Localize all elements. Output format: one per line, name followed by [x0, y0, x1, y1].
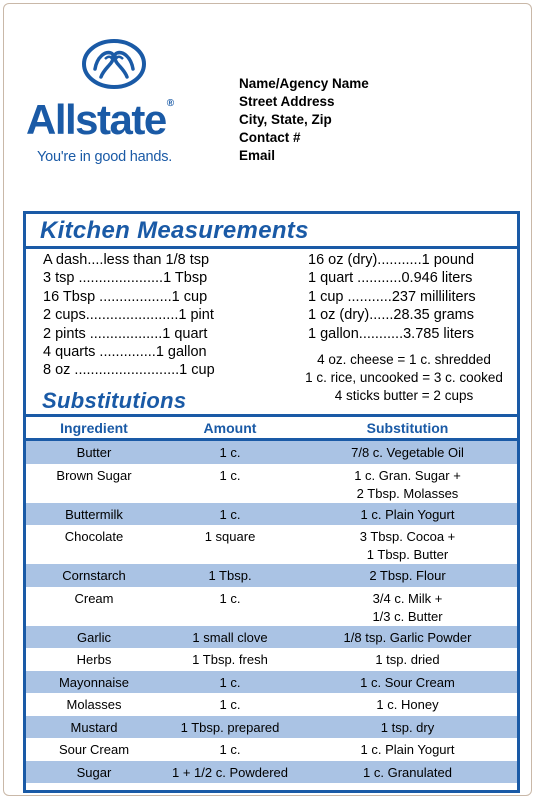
table-row	[26, 626, 517, 649]
amount-cell: 1 c.	[219, 674, 241, 690]
header-amount: Amount	[203, 419, 257, 436]
kitchen-measurements-title: Kitchen Measurements	[40, 217, 309, 244]
amount-cell: 1 c.	[219, 445, 241, 460]
substitution-cell: 1/8 tsp. Garlic Powder	[343, 629, 472, 645]
ingredient-cell: Buttermilk	[65, 506, 123, 522]
ingredient-cell: Cornstarch	[62, 568, 126, 583]
amount-cell: 1 + 1/2 c. Powdered	[172, 764, 288, 780]
table-row	[26, 564, 517, 587]
measurement-line: 1 quart ...........0.946 liters	[308, 270, 473, 287]
ingredient-cell: Brown Sugar	[56, 467, 132, 483]
measurements-right-column	[308, 251, 476, 343]
measurement-line: 2 cups.......................1 pint	[43, 307, 214, 324]
substitutions-title: Substitutions	[42, 388, 187, 413]
hands-icon	[81, 39, 147, 89]
amount-cell: 1 c.	[219, 590, 241, 606]
ingredient-cell: Mustard	[70, 719, 118, 735]
header-substitution: Substitution	[366, 419, 449, 436]
substitution-cell: 1 tsp. dry	[380, 719, 435, 735]
measurement-line: 8 oz ..........................1 cup	[43, 362, 215, 379]
table-row	[26, 693, 517, 716]
title-divider	[26, 246, 517, 249]
amount-cell: 1 Tbsp. fresh	[192, 652, 268, 667]
measurement-line: 4 quarts ..............1 gallon	[43, 344, 207, 361]
table-row	[26, 464, 517, 503]
substitution-cell: 7/8 c. Vegetable Oil	[351, 445, 464, 460]
conversion-note: 1 c. rice, uncooked = 3 c. cooked	[305, 370, 503, 385]
table-row	[26, 441, 517, 464]
conversion-note: 4 sticks butter = 2 cups	[334, 388, 474, 403]
ingredient-cell: Herbs	[76, 652, 112, 667]
ingredient-cell: Garlic	[77, 629, 111, 645]
substitution-cell: 1 c. Plain Yogurt	[360, 506, 455, 522]
agency-email: Email	[239, 148, 276, 163]
ingredient-cell: Chocolate	[64, 529, 124, 544]
table-row	[26, 738, 517, 761]
registered-mark: ®	[166, 98, 175, 109]
conversion-notes	[288, 351, 520, 405]
table-row	[26, 503, 517, 526]
measurement-line: 1 cup ...........237 milliliters	[308, 288, 476, 305]
amount-cell: 1 c.	[219, 742, 241, 757]
agency-street: Street Address	[239, 94, 335, 109]
amount-cell: 1 c.	[219, 506, 241, 522]
table-row	[26, 761, 517, 784]
table-row	[26, 648, 517, 671]
measurement-line: 1 gallon...........3.785 liters	[308, 325, 475, 342]
agency-contact: Contact #	[239, 130, 301, 145]
substitution-cell: 3 Tbsp. Cocoa + 1 Tbsp. Butter	[359, 529, 456, 562]
ingredient-cell: Butter	[76, 445, 112, 460]
measurement-card	[3, 3, 532, 796]
amount-cell: 1 Tbsp. prepared	[180, 719, 280, 735]
amount-cell: 1 c.	[219, 697, 241, 712]
substitution-cell: 1 c. Granulated	[363, 764, 452, 780]
ingredient-cell: Molasses	[66, 697, 122, 712]
brand-wordmark: Allstate®	[26, 96, 175, 143]
amount-cell: 1 Tbsp.	[208, 568, 252, 583]
measurement-line: 16 Tbsp ..................1 cup	[43, 288, 208, 305]
measurements-left-column	[43, 251, 215, 380]
substitution-cell: 1 tsp. dried	[375, 652, 440, 667]
measurement-line: A dash....less than 1/8 tsp	[43, 252, 210, 268]
substitution-cell: 3/4 c. Milk + 1/3 c. Butter	[372, 590, 443, 624]
ingredient-cell: Sour Cream	[58, 742, 130, 757]
substitution-cell: 1 c. Honey	[376, 697, 439, 712]
measurement-line: 16 oz (dry)...........1 pound	[308, 252, 475, 268]
amount-cell: 1 small clove	[192, 629, 268, 645]
amount-cell: 1 square	[204, 529, 256, 544]
measurement-line: 2 pints ..................1 quart	[43, 325, 208, 342]
table-row	[26, 671, 517, 694]
reference-panel	[23, 211, 520, 793]
ingredient-cell: Sugar	[76, 764, 112, 780]
table-row	[26, 587, 517, 626]
brand-tagline: You're in good hands.	[37, 149, 173, 165]
substitution-cell: 1 c. Gran. Sugar + 2 Tbsp. Molasses	[354, 467, 461, 501]
substitutions-table	[26, 414, 517, 790]
conversion-note: 4 oz. cheese = 1 c. shredded	[317, 352, 491, 367]
agency-name: Name/Agency Name	[239, 76, 369, 91]
table-header	[26, 414, 517, 441]
allstate-logo	[24, 39, 204, 169]
ingredient-cell: Mayonnaise	[58, 674, 130, 690]
substitution-cell: 1 c. Sour Cream	[360, 674, 455, 690]
header-ingredient: Ingredient	[60, 419, 128, 436]
agency-city: City, State, Zip	[239, 112, 332, 127]
table-row	[26, 525, 517, 564]
substitution-cell: 1 c. Plain Yogurt	[360, 742, 455, 757]
agency-info	[239, 75, 369, 165]
ingredient-cell: Cream	[74, 590, 114, 606]
table-row	[26, 716, 517, 739]
amount-cell: 1 c.	[219, 467, 241, 483]
measurement-line: 3 tsp .....................1 Tbsp	[43, 270, 208, 287]
substitution-cell: 2 Tbsp. Flour	[369, 568, 446, 583]
measurement-line: 1 oz (dry)......28.35 grams	[308, 307, 475, 324]
